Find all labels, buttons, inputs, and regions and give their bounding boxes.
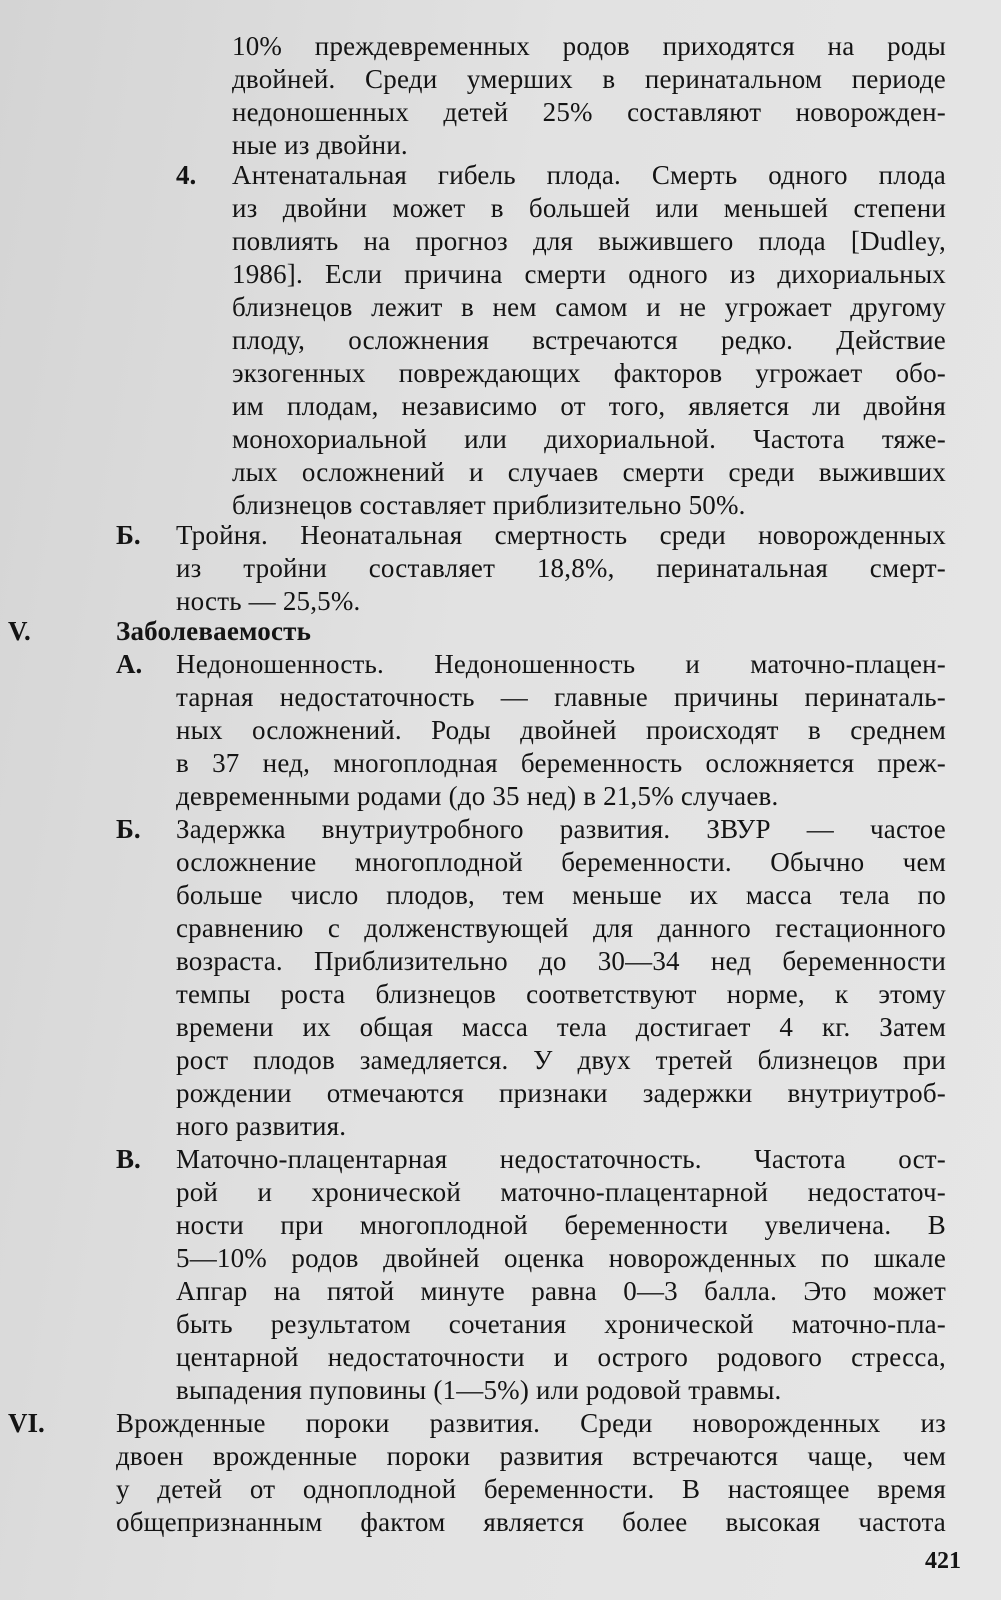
text-line: плоду, осложнения встречаются редко. Действие	[232, 325, 946, 355]
text-line: из тройни составляет 18,8%, перинатальная смерт-	[176, 553, 946, 583]
text-line: ного развития.	[176, 1111, 347, 1141]
text-line: двоен врожденные пороки развития встречаются чаще, чем	[116, 1441, 946, 1471]
text-line: Врожденные пороки развития. Среди новорожденных из	[116, 1408, 946, 1438]
section-heading: Заболеваемость	[116, 616, 312, 646]
text-line: выпадения пуповины (1—5%) или родовой травмы.	[176, 1375, 782, 1405]
text-line: недоношенных детей 25% составляют новорожден-	[232, 97, 946, 127]
text-line: времени их общая масса тела достигает 4 кг. Затем	[176, 1012, 946, 1042]
text-line: рост плодов замедляется. У двух третей близнецов при	[176, 1045, 946, 1075]
text-line: повлиять на прогноз для выжившего плода [Dudley,	[232, 226, 946, 256]
text-line: сравнению с долженствующей для данного гестационного	[176, 913, 946, 943]
list-marker: Б.	[116, 520, 141, 550]
text-line: из двойни может в большей или меньшей степени	[232, 193, 946, 223]
text-line: Апгар на пятой минуте равна 0—3 балла. Это может	[176, 1276, 946, 1306]
text-line: центарной недостаточности и острого родового стресса,	[176, 1342, 946, 1372]
text-line: им плодам, независимо от того, является ли двойня	[232, 391, 946, 421]
text-line: тарная недостаточность — главные причины перинаталь-	[176, 682, 946, 712]
text-line: рой и хронической маточно-плацентарной недостаточ-	[176, 1177, 946, 1207]
text-line: Тройня. Неонатальная смертность среди новорожденных	[176, 520, 946, 550]
text-line: близнецов составляет приблизительно 50%.	[232, 490, 746, 520]
text-line: 1986]. Если причина смерти одного из дихориальных	[232, 259, 946, 289]
text-line: в 37 нед, многоплодная беременность осложняется преж-	[176, 748, 946, 778]
text-line: ных осложнений. Роды двойней происходят в среднем	[176, 715, 946, 745]
text-line: возраста. Приблизительно до 30—34 нед беременности	[176, 946, 946, 976]
list-marker: 4.	[176, 160, 197, 190]
text-line: больше число плодов, тем меньше их масса тела по	[176, 880, 946, 910]
text-line: близнецов лежит в нем самом и не угрожает другому	[232, 292, 946, 322]
text-line: Маточно-плацентарная недостаточность. Частота ост-	[176, 1144, 946, 1174]
list-marker: В.	[116, 1144, 141, 1174]
text-line: лых осложнений и случаев смерти среди выживших	[232, 457, 946, 487]
page-number: 421	[925, 1548, 961, 1574]
text-line: ности при многоплодной беременности увеличена. В	[176, 1210, 946, 1240]
text-line: ные из двойни.	[232, 130, 408, 160]
text-line: осложнение многоплодной беременности. Обычно чем	[176, 847, 946, 877]
text-line: ность — 25,5%.	[176, 586, 361, 616]
text-line: Антенатальная гибель плода. Смерть одного плода	[232, 160, 946, 190]
text-line: девременными родами (до 35 нед) в 21,5% случаев.	[176, 781, 779, 811]
list-marker: А.	[116, 649, 143, 679]
text-line: быть результатом сочетания хронической маточно-пла-	[176, 1309, 946, 1339]
list-marker: Б.	[116, 814, 141, 844]
text-line: двойней. Среди умерших в перинатальном периоде	[232, 64, 946, 94]
text-line: 10% преждевременных родов приходятся на роды	[232, 31, 946, 61]
text-line: Недоношенность. Недоношенность и маточно-плацен-	[176, 649, 946, 679]
text-line: Задержка внутриутробного развития. ЗВУР — частое	[176, 814, 946, 844]
text-line: у детей от одноплодной беременности. В настоящее время	[116, 1474, 946, 1504]
text-line: 5—10% родов двойней оценка новорожденных по шкале	[176, 1243, 946, 1273]
text-line: рождении отмечаются признаки задержки внутриутроб-	[176, 1078, 946, 1108]
text-line: монохориальной или дихориальной. Частота тяже-	[232, 424, 946, 454]
section-marker: V.	[8, 616, 31, 646]
text-line: общепризнанным фактом является более высокая частота	[116, 1507, 946, 1537]
text-line: экзогенных повреждающих факторов угрожает обо-	[232, 358, 946, 388]
section-marker: VI.	[8, 1408, 45, 1438]
text-line: темпы роста близнецов соответствуют норме, к этому	[176, 979, 946, 1009]
